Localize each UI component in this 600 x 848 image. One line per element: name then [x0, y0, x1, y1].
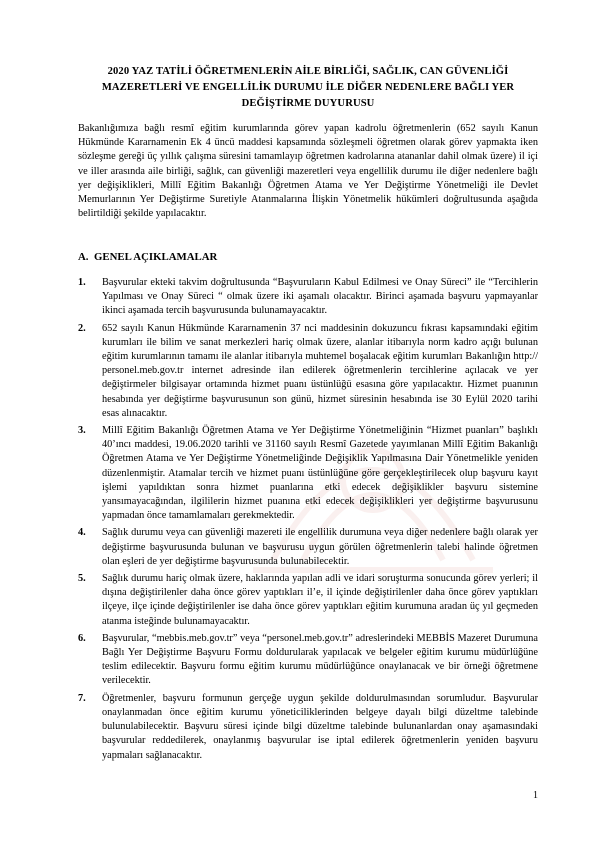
intro-paragraph: Bakanlığımıza bağlı resmî eğitim kurumlarında görev yapan kadrolu öğretmenlerin (652 sayılı Kanun Hükmünde Kararnamenin Ek 4 üncü maddesi kapsamında sözleşmeli öğretmen olarak görev yapmakta iken sözleşme gereği üç yıllık çalışma süresini tamamlayıp öğretmen kadrolarına atananlar dahil olmak üzere) il içi ve iller arasında aile birliği, sağlık, can güvenliği mazeretleri veya engellilik durumu ile diğer nedenlere bağlı yer değişiklikleri, Millî Eğitim Bakanlığı Öğretmen Atama ve Yer Değiştirme Yönetmeliği ile Devlet Memurlarının Yer Değiştirme Suretiyle Atanmalarına İlişkin Yönetmelik hükümleri doğrultusunda aşağıda belirtildiği şekilde yapılacaktır. [78, 123, 538, 220]
list-item [78, 692, 538, 763]
item-number: 4. [78, 527, 86, 539]
item-number: 2. [78, 322, 86, 334]
list-item [78, 632, 538, 689]
title-line: DEĞİŞTİRME DUYURUSU [241, 98, 375, 109]
list-item [78, 572, 538, 629]
list-item [78, 424, 538, 523]
item-number: 7. [78, 692, 86, 704]
item-text: Sağlık durumu veya can güvenliği mazereti ile engellilik durumuna veya diğer nedenlere bağlı olarak yer değiştirme başvurusunda bulunan ve başvurusu uygun görülen öğretmenlerin talebi halinde öğretmen olan eşleri de yer değiştirme başvurusunda bulunabilecektir. [102, 527, 538, 567]
list-item [78, 526, 538, 569]
numbered-list [78, 276, 538, 766]
list-item [78, 322, 538, 421]
document-title [78, 64, 538, 112]
item-number: 5. [78, 573, 86, 585]
item-text: Sağlık durumu hariç olmak üzere, haklarında yapılan adli ve idari soruşturma sonucunda görev yerleri; il dışına değiştirilenler daha önce görev yaptıkları il’e, il içinde değiştirilenler daha önce görev yaptıkları ilçeye, ilçe içinde değiştirilenler ise daha önce görev yaptıkları eğitim kurumuna aradan üç yıl geçmeden atanma isteğinde bulunamayacaktır. [102, 573, 538, 627]
document-page [78, 0, 538, 848]
list-item [78, 276, 538, 319]
title-line: MAZERETLERİ VE ENGELLİLİK DURUMU İLE DİĞER NEDENLERE BAĞLI YER [101, 82, 515, 93]
section-letter: A. [78, 251, 89, 263]
item-number: 1. [78, 277, 86, 288]
section-heading [78, 250, 538, 264]
item-text: Başvurular, “mebbis.meb.gov.tr” veya “personel.meb.gov.tr” adreslerindeki MEBBİS Mazeret Durumuna Bağlı Yer Değiştirme Başvuru Formu doldurularak yapılacak ve belgeler eğitim kurumu müdürlüğüne teslim edilecektir. Başvuru formu eğitim kurumu müdürlüğünce onaylanacak ve bir örneği öğretmene verilecektir. [102, 632, 538, 687]
section-title: GENEL AÇIKLAMALAR [94, 251, 218, 263]
item-text: Başvurular ekteki takvim doğrultusunda “Başvuruların Kabul Edilmesi ve Onay Süreci” ile “Tercihlerin Yapılması ve Onay Süreci “ olmak üzere iki aşamalı olacaktır. Birinci aşamada başvuru yapmayanlar ikinci aşamada tercih başvurusunda bulunamayacaktır. [102, 277, 538, 317]
item-text: Millî Eğitim Bakanlığı Öğretmen Atama ve Yer Değiştirme Yönetmeliğinin “Hizmet puanları” başlıklı 40’ıncı maddesi, 19.06.2020 tarihli ve 31160 sayılı Resmî Gazetede yayımlanan Millî Eğitim Bakanlığı Öğretmen Atama ve Yer Değiştirme Yönetmeliğinde Değişiklik Yapılmasına Dair Yönetmelikle yeniden düzenlenmiştir. Atamalar tercih ve hizmet puanı üstünlüğüne göre gerçekleştirilecek olup başvuru kayıt işlemi yapıldıktan sonra hizmet puanlarına etki edecek değişiklikler başvuru sistemine yansımayacağından, ilgililerin hizmet puanına etki edecek değişiklikleri yer değiştirme başvurusunu yapmadan önce tamamlamaları gerekmektedir. [102, 425, 538, 522]
item-text: Öğretmenler, başvuru formunun gerçeğe uygun şekilde doldurulmasından sorumludur. Başvurular onaylanmadan önce eğitim kurumu yöneticiliklerinden belgeye dayalı bilgi düzeltme talebinde bulunulabilecektir. Başvuru süresi içinde bilgi düzeltme talebinde bulunanlardan onay aşamasındaki başvurular reddedilerek, onaylanmış başvurular ise iptal edilerek öğretmenlerin yeniden başvuru yapmaları sağlanacaktır. [102, 692, 538, 761]
title-line: 2020 YAZ TATİLİ ÖĞRETMENLERİN AİLE BİRLİĞİ, SAĞLIK, CAN GÜVENLİĞİ [107, 66, 509, 77]
item-number: 6. [78, 632, 86, 644]
item-text: 652 sayılı Kanun Hükmünde Kararnamenin 37 nci maddesinin dokuzuncu fıkrası kapsamındaki eğitim kurumları ile bilim ve sanat merkezleri hariç olmak üzere, alanlar itibarıyla norm kadro açığı bulunan eğitim kurumlarının tamamı ile alanlar itibarıyla muhtemel boşalacak eğitim kurumları Bakanlığın http:// personel.meb.gov.tr internet adresinde ilan edilerek öğretmenlerin tercihlerine açılacak ve yer değiştirmeler bilgisayar ortamında hizmet puanı üstünlüğü esasına göre yapılacaktır. Hizmet puanının hesabında yer değiştirme başvurusunun son günü, hizmet süresinin hesabında ise 30 Eylül 2020 tarihi esas alınacaktır. [102, 322, 538, 419]
item-number: 3. [78, 425, 86, 437]
page-number: 1 [533, 790, 538, 801]
